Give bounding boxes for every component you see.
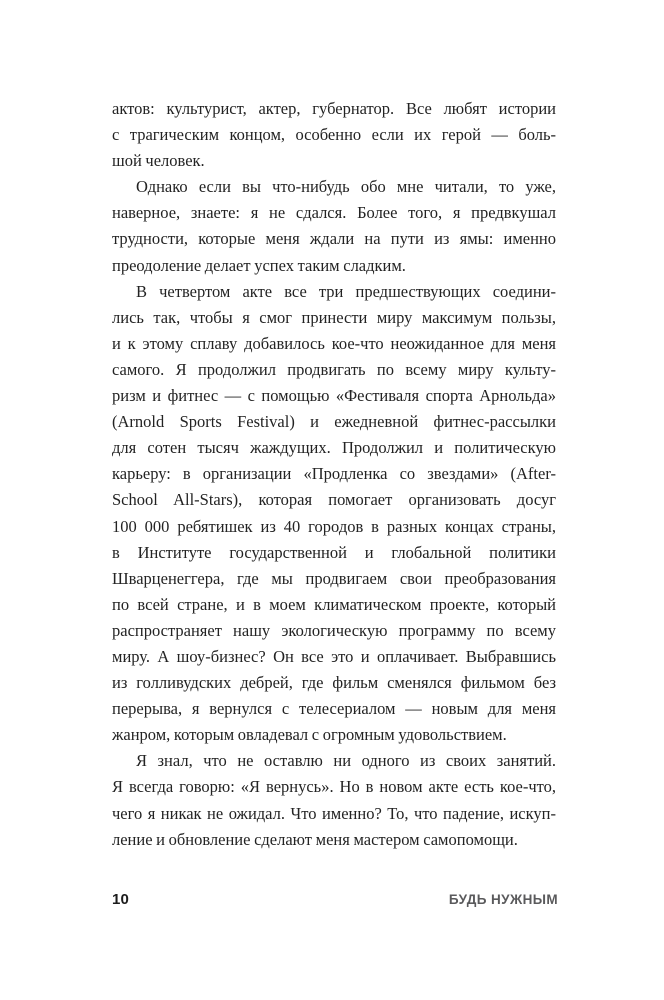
paragraph <box>112 96 556 174</box>
text-line: из голливудских дебрей, где фильм сменялся фильмом без <box>112 673 556 693</box>
text-line: ризм и фитнес — с помощью «Фестиваля спорта Арнольда» <box>112 386 556 406</box>
text-line: лись так, чтобы я смог принести миру максимум пользы, <box>112 307 556 327</box>
text-line: и к этому сплаву добавилось кое-что неожиданное для меня <box>112 333 556 353</box>
text-line: актов: культурист, актер, губернатор. Все любят истории <box>112 99 556 118</box>
text-line: 100 000 ребятишек из 40 городов в разных концах страны, <box>112 516 556 536</box>
paragraph <box>112 748 556 852</box>
page-text <box>112 96 556 853</box>
text-line: (Arnold Sports Festival) и ежедневной фитнес-рассылки <box>112 412 556 432</box>
text-line: шой человек. <box>112 151 205 171</box>
text-line: преодоление делает успех таким сладким. <box>112 255 406 275</box>
text-line: чего я никак не ожидал. Что именно? То, что падение, искуп- <box>112 803 556 823</box>
text-line: Я всегда говорю: «Я вернусь». Но в новом акте есть кое-что, <box>112 777 556 797</box>
text-line: распространяет нашу экологическую программу по всему <box>112 620 556 640</box>
text-line: ление и обновление сделают меня мастером самопомощи. <box>112 829 518 849</box>
text-line: с трагическим концом, особенно если их герой — боль- <box>112 125 556 145</box>
text-line: Шварценеггера, где мы продвигаем свои преобразования <box>112 568 556 588</box>
text-line: в Институте государственной и глобальной политики <box>112 542 556 562</box>
text-line: наверное, знаете: я не сдался. Более того, я предвкушал <box>112 203 556 223</box>
text-line: Однако если вы что-нибудь обо мне читали, то уже, <box>136 177 556 197</box>
text-line: School All-Stars), которая помогает организовать досуг <box>112 490 556 510</box>
text-line: перерыва, я вернулся с телесериалом — новым для меня <box>112 699 556 719</box>
text-line: Я знал, что не оставлю ни одного из своих занятий. <box>136 751 556 771</box>
text-line: самого. Я продолжил продвигать по всему миру культу- <box>112 359 556 379</box>
paragraph <box>112 279 556 749</box>
text-line: для сотен тысяч жаждущих. Продолжил и политическую <box>112 438 556 458</box>
text-line: по всей стране, и в моем климатическом проекте, который <box>112 594 556 614</box>
page-number: 10 <box>112 891 130 908</box>
text-line: миру. А шоу-бизнес? Он все это и оплачивает. Выбравшись <box>112 646 556 666</box>
text-line: жанром, которым овладевал с огромным удовольствием. <box>112 725 507 745</box>
paragraph <box>112 174 556 278</box>
text-line: трудности, которые меня ждали на пути из ямы: именно <box>112 229 556 249</box>
text-line: В четвертом акте все три предшествующих соедини- <box>136 281 556 301</box>
text-line: карьеру: в организации «Продленка со звездами» (After- <box>112 464 556 484</box>
running-title: БУДЬ НУЖНЫМ <box>448 892 558 907</box>
page-footer <box>112 891 558 908</box>
